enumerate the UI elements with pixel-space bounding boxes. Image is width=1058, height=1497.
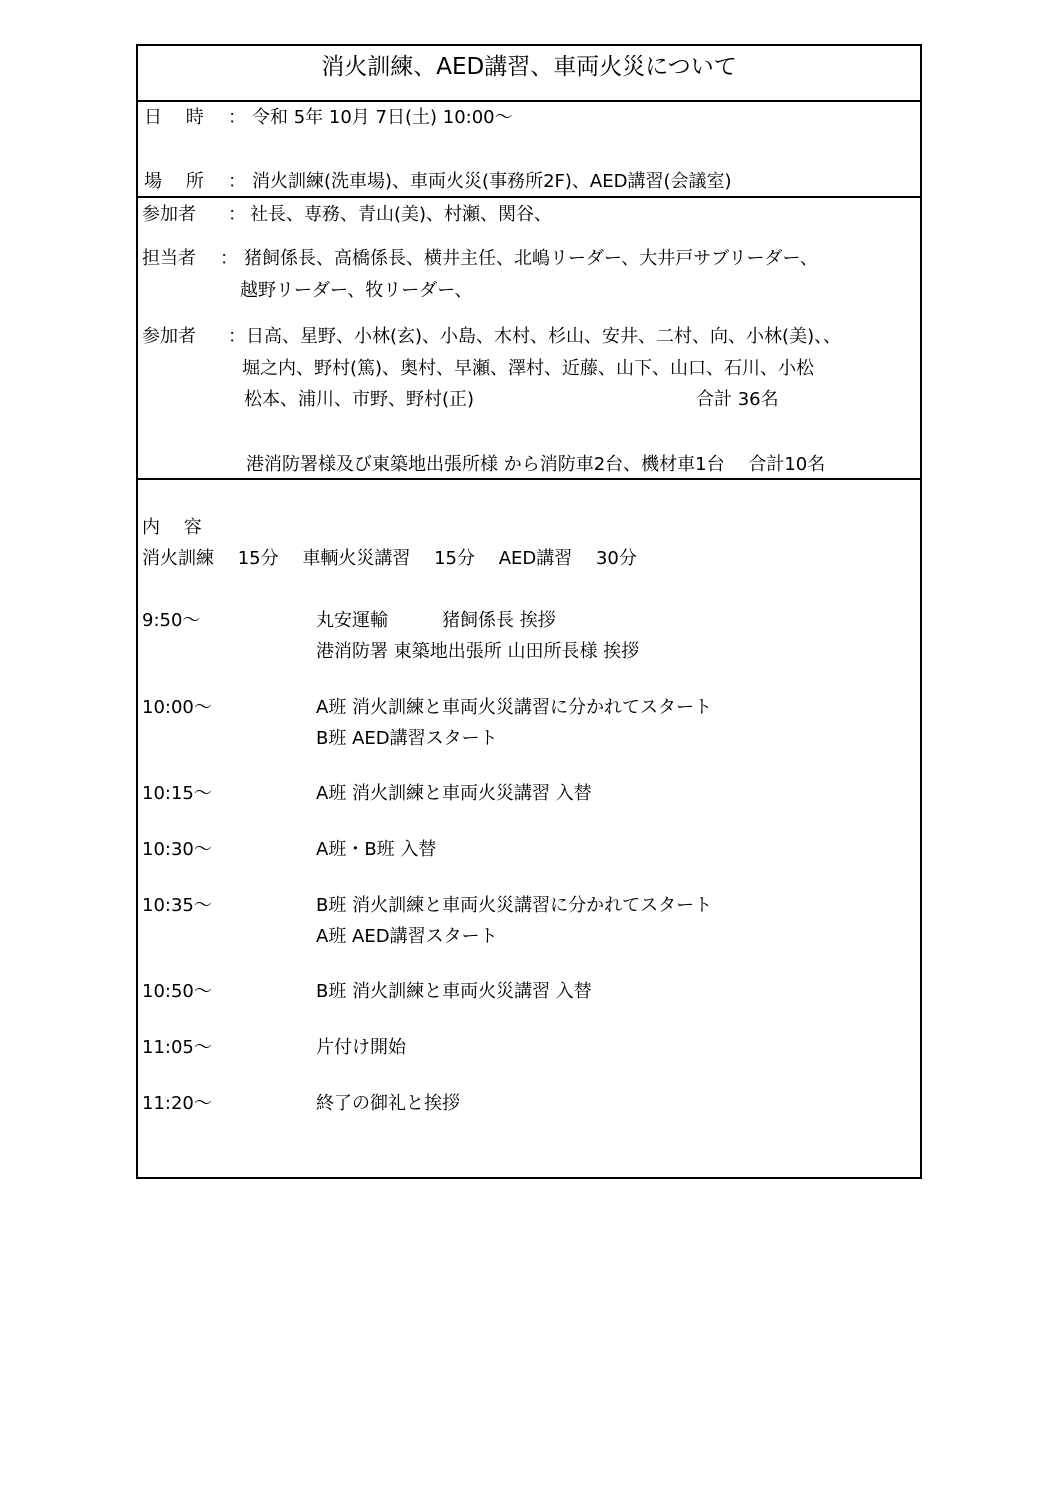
divider-place xyxy=(138,196,920,198)
schedule-line: A班 AED講習スタート xyxy=(316,926,498,947)
content-label: 内 容 xyxy=(142,517,202,538)
attendees-exec-sep: ： xyxy=(228,204,246,225)
schedule-time: 10:30〜 xyxy=(142,839,212,860)
date-value: 令和 5年 10月 7日(土) 10:00〜 xyxy=(252,107,513,128)
page-title: 消火訓練、AED講習、車両火災について xyxy=(321,54,737,80)
schedule-line: 片付け開始 xyxy=(316,1037,406,1058)
date-sep: ： xyxy=(228,107,246,128)
participants-label: 参加者 xyxy=(142,326,196,347)
content-summary: 消火訓練 15分 車輌火災講習 15分 AED講習 30分 xyxy=(142,548,637,569)
schedule-line: 丸安運輸 猪飼係長 挨拶 xyxy=(316,610,556,631)
place-label: 場 所 xyxy=(144,171,204,192)
place-value: 消火訓練(洗車場)、車両火災(事務所2F)、AED講習(会議室) xyxy=(252,171,732,192)
schedule-line: B班 消火訓練と車両火災講習に分かれてスタート xyxy=(316,895,713,916)
divider-title xyxy=(138,100,920,102)
staff-sep: ： xyxy=(220,248,238,269)
schedule-time: 10:50〜 xyxy=(142,981,212,1002)
schedule-line: A班・B班 入替 xyxy=(316,839,437,860)
schedule-line: A班 消火訓練と車両火災講習に分かれてスタート xyxy=(316,697,713,718)
schedule-time: 10:00〜 xyxy=(142,697,212,718)
participants-line: 松本、浦川、市野、野村(正) xyxy=(244,389,475,410)
attendees-exec-label: 参加者 xyxy=(142,204,196,225)
date-label: 日 時 xyxy=(144,107,204,128)
place-sep: ： xyxy=(228,171,246,192)
attendees-exec-value: 社長、専務、青山(美)、村瀬、関谷、 xyxy=(250,204,553,225)
schedule-line: A班 消火訓練と車両火災講習 入替 xyxy=(316,783,592,804)
participants-line: 日高、星野、小林(玄)、小島、木村、杉山、安井、二村、向、小林(美)、、 xyxy=(246,326,842,347)
fire-dept-text: 港消防署様及び東築地出張所様 から消防車2台、機材車1台 合計10名 xyxy=(246,454,826,475)
schedule-line: 終了の御礼と挨拶 xyxy=(316,1093,460,1114)
schedule-line: B班 消火訓練と車両火災講習 入替 xyxy=(316,981,592,1002)
schedule-time: 9:50〜 xyxy=(142,610,201,631)
fire-dept-row xyxy=(238,450,922,480)
staff-line: 猪飼係長、高橋係長、横井主任、北嶋リーダー、大井戸サブリーダー、 xyxy=(244,248,818,269)
schedule-time: 11:05〜 xyxy=(142,1037,212,1058)
schedule-line: B班 AED講習スタート xyxy=(316,728,498,749)
schedule-time: 10:15〜 xyxy=(142,783,212,804)
staff-label: 担当者 xyxy=(142,248,196,269)
participants-total: 合計 36名 xyxy=(696,389,779,410)
schedule-line: 港消防署 東築地出張所 山田所長様 挨拶 xyxy=(316,641,640,662)
participants-sep: ： xyxy=(228,326,246,347)
participants-line: 堀之内、野村(篤)、奥村、早瀬、澤村、近藤、山下、山口、石川、小松 xyxy=(242,358,815,379)
schedule-time: 11:20〜 xyxy=(142,1093,212,1114)
staff-line: 越野リーダー、牧リーダー、 xyxy=(240,280,473,301)
schedule-time: 10:35〜 xyxy=(142,895,212,916)
document-sheet xyxy=(136,44,922,1179)
divider-header xyxy=(138,478,920,480)
